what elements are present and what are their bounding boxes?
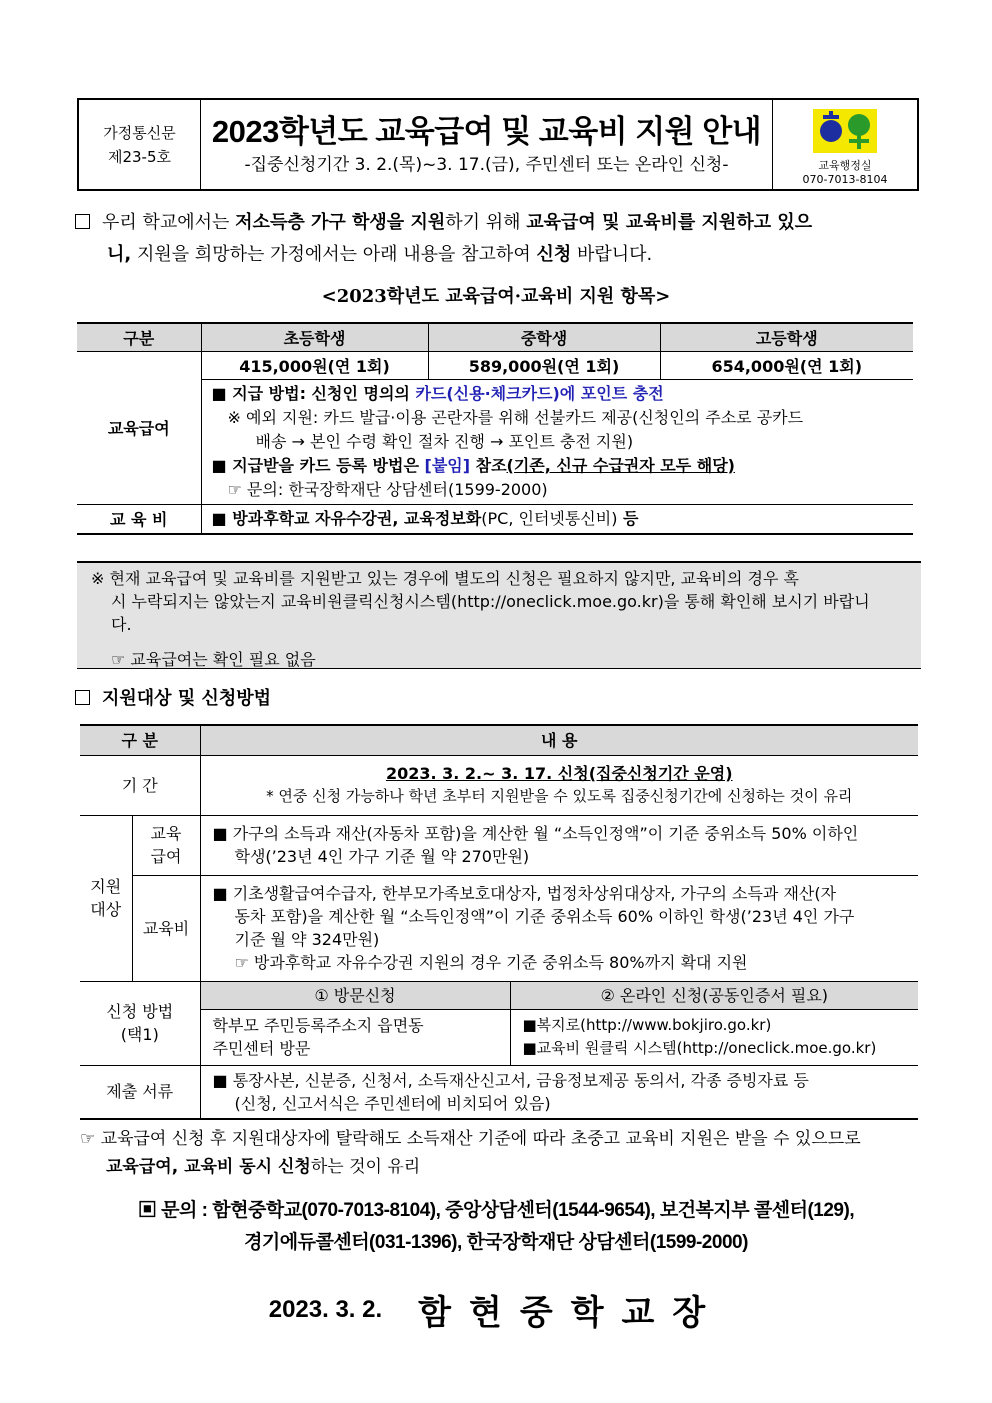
online-header: ② 온라인 신청(공동인증서 필요) [510,981,918,1009]
notice-line-4: ☞ 교육급여는 확인 필요 없음 [111,650,316,669]
method-label-2: (택1) [120,1025,159,1044]
period-note: * 연중 신청 가능하나 학년 초부터 지원받을 수 있도록 집중신청기간에 신청하는 것이 유리 [266,787,853,805]
visit-header: ① 방문신청 [200,981,510,1009]
contact-line-2: 경기에듀콜센터(031-1396), 한국장학재단 상담센터(1599-2000) [244,1232,748,1253]
contact-line-1: ▣ 문의 : 함현중학교(070-7013-8104), 중앙상담센터(1544-9654), 보건복지부 콜센터(129), [137,1200,855,1221]
notice-line-1: ※ 현재 교육급여 및 교육비를 지원받고 있는 경우에 별도의 신청은 필요하지 않지만, 교육비의 경우 혹 [91,569,799,588]
amount-elementary: 415,000원(연 1회) [201,351,428,379]
checkbox-icon [75,690,90,705]
amount-high: 654,000원(연 1회) [660,351,913,379]
col-header-elementary: 초등학생 [201,323,428,351]
intro-text-d: 교육급여 및 교육비를 지원하고 있으 [526,212,813,233]
intro-text-c: 하기 위해 [445,212,527,233]
signature-date: 2023. 3. 2. [268,1295,383,1323]
intro-text-g: 신청 [536,244,572,265]
tip-bold: 교육급여, 교육비 동시 신청 [106,1157,311,1177]
amount-middle: 589,000원(연 1회) [428,351,660,379]
register-label: ■ 지급받을 카드 등록 방법은 [211,455,425,475]
tip-rest: 하는 것이 유리 [310,1157,421,1177]
notice-issue: 제23-5호 [107,147,172,166]
register-scope: (기존, 신규 수급권자 모두 해당) [506,455,735,475]
payment-method-label: ■ 지급 방법: 신청인 명의의 [211,383,416,403]
col-header-high: 고등학생 [660,323,913,351]
office-phone: 070-7013-8104 [802,173,888,186]
edu-cost-paren: (PC, 인터넷통신비) [481,508,618,528]
row-label-target [80,815,132,981]
cost-line-4: ☞ 방과후학교 자유수강권 지원의 경우 기준 중위소득 80%까지 확대 지원 [234,953,748,972]
docs-details [200,1065,918,1119]
page-title: 2023학년도 교육급여 및 교육비 지원 안내 [211,113,762,149]
row-label-benefit [132,815,200,875]
intro-text-f: 지원을 희망하는 가정에서는 아래 내용을 참고하여 [131,244,537,265]
office-area [773,100,917,189]
docs-line-2: (신청, 신고서식은 주민센터에 비치되어 있음) [234,1093,551,1113]
row-label-edu-cost: 교 육 비 [77,504,201,534]
benefit-details [201,379,913,504]
card-registration [212,454,904,478]
notice-number [79,100,201,189]
intro-paragraph [75,207,925,271]
benefit-line-1: ■ 가구의 소득과 재산(자동차 포함)을 계산한 월 “소득인정액”이 기준 중위소득 50% 이하인 [212,824,859,843]
exception-line-1: ※ 예외 지원: 카드 발급·이용 곤란자를 위해 선불카드 제공(신청인의 주소로 공카드 [227,407,804,427]
intro-line-1 [75,207,925,239]
row-label-cost: 교육비 [132,875,200,981]
method-label-1: 신청 방법 [106,1002,174,1021]
school-logo-icon [813,109,877,153]
payment-method [212,382,904,406]
period-details [200,755,918,815]
intro-line-2 [75,239,925,271]
notice-line-3: 다. [111,615,132,634]
notice-type: 가정통신문 [103,123,176,142]
online-details [510,1009,918,1065]
page-subtitle: -집중신청기간 3. 2.(목)~3. 17.(금), 주민센터 또는 온라인 신청- [244,154,729,175]
row-label-edu-benefit: 교육급여 [77,351,201,504]
row-label-period: 기 간 [80,755,200,815]
intro-text-a: 우리 학교에서는 [102,212,236,233]
visit-line-1: 학부모 주민등록주소지 읍면동 [212,1016,424,1035]
cost-target-details [200,875,918,981]
tip-paragraph [80,1125,930,1181]
intro-text-b: 저소득층 가구 학생을 지원 [235,212,446,233]
col-header-content: 내 용 [200,725,918,755]
payment-method-card: 카드(신용·체크카드)에 포인트 충전 [415,383,664,403]
section2-heading [75,683,925,715]
online-link-oneclick: ■교육비 원클릭 시스템(http://oneclick.moe.go.kr) [522,1039,877,1057]
register-attachment: [붙임] [424,455,471,475]
docs-line-1: ■ 통장사본, 신분증, 신청서, 소득재산신고서, 금융정보제공 동의서, 각종 증빙자료 등 [212,1070,809,1090]
edu-cost-items: ■ 방과후학교 자유수강권, 교육정보화 [211,508,482,528]
benefit-label-1: 교육 [150,824,182,843]
target-label-1: 지원 [90,877,122,896]
exception-line-2: 배송 → 본인 수령 확인 절차 진행 → 포인트 충전 지원) [255,431,634,451]
online-link-bokjiro: ■복지로(http://www.bokjiro.go.kr) [522,1016,772,1034]
visit-details [200,1009,510,1065]
inquiry-line: ☞ 문의: 한국장학재단 상담센터(1599-2000) [227,479,548,499]
col-header-middle: 중학생 [428,323,660,351]
header-box [77,98,919,191]
intro-text-h: 바랍니다. [571,244,653,265]
support-items-title: <2023학년도 교육급여·교육비 지원 항목> [321,286,671,307]
apply-table [80,724,918,1120]
col-header-category: 구 분 [80,725,200,755]
cost-line-1: ■ 기초생활급여수급자, 한부모가족보호대상자, 법정차상위대상자, 가구의 소득과 재산(자 [212,884,837,903]
period-main: 2023. 3. 2.~ 3. 17. 신청(집중신청기간 운영) [385,764,733,783]
section2-title: 지원대상 및 신청방법 [102,688,272,709]
visit-line-2: 주민센터 방문 [212,1039,311,1058]
col-header-category: 구분 [77,323,201,351]
signature [0,1285,992,1334]
intro-text-e: 니, [107,244,132,265]
register-ref: 참조 [470,455,507,475]
tip-line-1: ☞ 교육급여 신청 후 지원대상자에 탈락해도 소득재산 기준에 따라 초중고 교육비 지원은 받을 수 있으므로 [80,1129,861,1149]
benefit-target-details [200,815,918,875]
benefit-line-2: 학생(’23년 4인 가구 기준 월 약 270만원) [234,847,530,866]
target-label-2: 대상 [90,900,122,919]
title-area [201,100,773,189]
edu-cost-details [201,504,913,534]
office-name: 교육행정실 [818,159,872,172]
row-label-docs: 제출 서류 [80,1065,200,1119]
benefit-label-2: 급여 [150,847,182,866]
signature-name: 함현중학교장 [418,1293,724,1333]
support-table [77,322,913,535]
edu-cost-etc: 등 [617,508,639,528]
notice-line-2: 시 누락되지는 않았는지 교육비원클릭신청시스템(http://oneclick.moe.go.kr)을 통해 확인해 보시기 바랍니 [111,592,870,611]
tip-line-2 [80,1153,930,1181]
row-label-method [80,981,200,1065]
cost-line-2: 동차 포함)을 계산한 월 “소득인정액”이 기준 중위소득 60% 이하인 학생(’23년 4인 가구 [234,907,855,926]
notice-box [77,561,921,669]
cost-line-3: 기준 월 약 324만원) [234,930,380,949]
checkbox-icon [75,214,90,229]
